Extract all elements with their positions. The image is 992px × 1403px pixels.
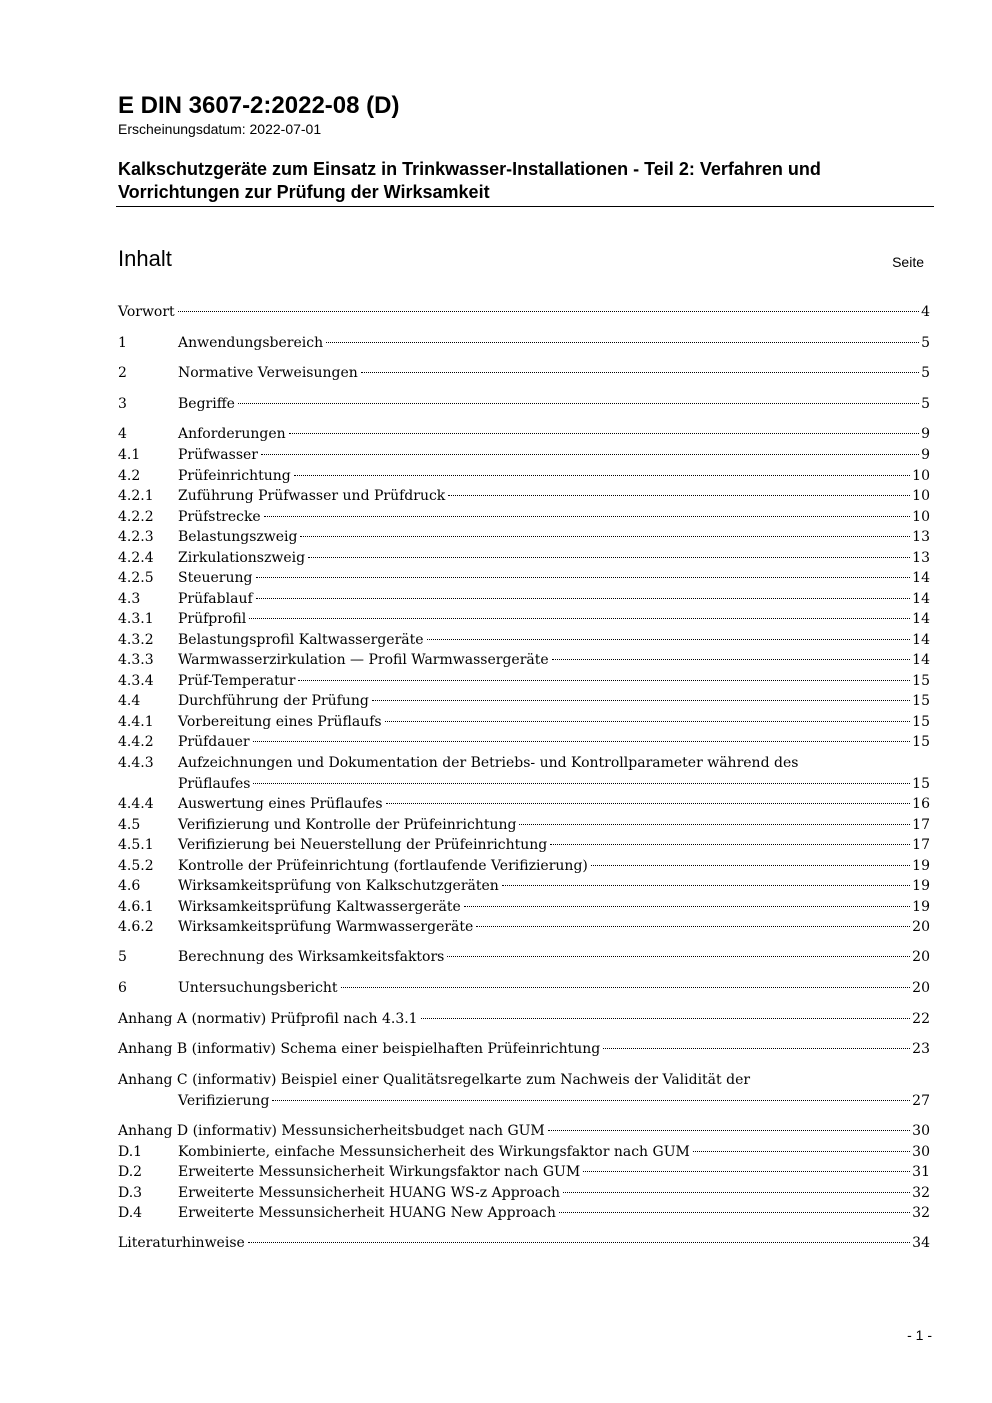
toc-entry[interactable] xyxy=(118,568,930,589)
toc-entry[interactable] xyxy=(118,630,930,651)
toc-entry-title: Vorwort xyxy=(118,304,175,320)
toc-dot-leader xyxy=(341,987,911,988)
toc-entry-title: Berechnung des Wirksamkeitsfaktors xyxy=(178,949,445,965)
toc-entry-page: 5 xyxy=(921,365,930,381)
toc-dot-leader xyxy=(427,639,911,640)
toc-entry[interactable] xyxy=(118,1203,930,1224)
toc-dot-leader xyxy=(448,495,910,496)
toc-entry[interactable] xyxy=(118,876,930,897)
toc-entry-number: 4.4.3 xyxy=(118,755,154,771)
toc-entry-title: Untersuchungsbericht xyxy=(178,980,338,996)
toc-entry-page: 30 xyxy=(912,1123,930,1139)
toc-entry-page: 9 xyxy=(921,447,930,463)
toc-heading: Inhalt xyxy=(118,246,172,271)
toc-dot-leader xyxy=(178,311,919,312)
toc-entry[interactable] xyxy=(118,671,930,692)
toc-entry-title: Prüfstrecke xyxy=(178,509,261,525)
toc-dot-leader xyxy=(298,680,910,681)
toc-entry-number: D.4 xyxy=(118,1205,143,1221)
toc-entry-title: Prüfprofil xyxy=(178,611,247,627)
toc-dot-leader xyxy=(249,618,910,619)
toc-entry-title: Erweiterte Messunsicherheit HUANG WS-z Approach xyxy=(178,1185,560,1201)
toc-entry-title: Anhang A (normativ) Prüfprofil nach 4.3.1 xyxy=(118,1011,418,1027)
toc-entry[interactable] xyxy=(118,691,930,712)
toc-entry[interactable] xyxy=(118,1121,930,1142)
toc-entry-title: Anwendungsbereich xyxy=(178,335,324,351)
toc-entry-page: 15 xyxy=(912,693,930,709)
toc-dot-leader xyxy=(550,844,910,845)
toc-entry[interactable] xyxy=(118,794,930,815)
toc-dot-leader xyxy=(385,721,911,722)
toc-entry[interactable] xyxy=(118,978,930,999)
toc-entry-page: 14 xyxy=(912,591,930,607)
toc-dot-leader xyxy=(294,475,910,476)
toc-entry-number: 4.6 xyxy=(118,878,141,894)
toc-dot-leader xyxy=(238,403,919,404)
toc-entry-title: Belastungsprofil Kaltwassergeräte xyxy=(178,632,424,648)
toc-entry-page: 20 xyxy=(912,949,930,965)
toc-dot-leader xyxy=(559,1212,910,1213)
toc-entry-page: 9 xyxy=(921,426,930,442)
toc-entry[interactable] xyxy=(118,424,930,445)
toc-entry[interactable] xyxy=(118,835,930,856)
toc-entry[interactable] xyxy=(118,947,930,968)
toc-dot-leader xyxy=(256,577,911,578)
toc-entry-title: Kombinierte, einfache Messunsicherheit des Wirkungsfaktor nach GUM xyxy=(178,1144,690,1160)
toc-entry-title: Zuführung Prüfwasser und Prüfdruck xyxy=(178,488,446,504)
toc-entry-title: Anforderungen xyxy=(178,426,286,442)
toc-entry-number: 4.5.2 xyxy=(118,858,154,874)
toc-entry-page: 14 xyxy=(912,632,930,648)
toc-entry[interactable] xyxy=(118,1009,930,1030)
toc-entry-title: Kontrolle der Prüfeinrichtung (fortlaufende Verifizierung) xyxy=(178,858,588,874)
toc-entry-title: Wirksamkeitsprüfung Kaltwassergeräte xyxy=(178,899,461,915)
toc-entry-page: 14 xyxy=(912,611,930,627)
toc-entry-title: Warmwasserzirkulation — Profil Warmwassergeräte xyxy=(178,652,549,668)
toc-entry-number: 4.6.1 xyxy=(118,899,154,915)
toc-entry-page: 13 xyxy=(912,529,930,545)
toc-entry-page: 15 xyxy=(912,775,930,792)
toc-entry-page: 32 xyxy=(912,1185,930,1201)
toc-entry-number: 4.2.4 xyxy=(118,550,154,566)
toc-entry-number: 4.4 xyxy=(118,693,141,709)
toc-entry-number: 4.2 xyxy=(118,468,141,484)
toc-entry-number: 2 xyxy=(118,365,127,381)
toc-dot-leader xyxy=(603,1048,910,1049)
toc-entry-page: 19 xyxy=(912,899,930,915)
toc-entry-page: 10 xyxy=(912,468,930,484)
publication-date: Erscheinungsdatum: 2022-07-01 xyxy=(118,121,322,137)
toc-dot-leader xyxy=(264,516,910,517)
toc-entry[interactable] xyxy=(118,753,930,794)
toc-entry-number: 4.3 xyxy=(118,591,141,607)
toc-entry-number: 4.4.1 xyxy=(118,714,154,730)
toc-entry-title-line: Aufzeichnungen und Dokumentation der Betriebs- und Kontrollparameter während des xyxy=(178,755,799,771)
toc-entry[interactable] xyxy=(118,486,930,507)
toc-entry-page: 14 xyxy=(912,652,930,668)
toc-entry-title: Prüf-Temperatur xyxy=(178,673,296,689)
toc-dot-leader xyxy=(386,803,911,804)
toc-dot-leader xyxy=(583,1171,910,1172)
toc-entry-number: D.1 xyxy=(118,1144,143,1160)
toc-entry-page: 23 xyxy=(912,1041,930,1057)
toc-entry-number: 4.6.2 xyxy=(118,919,154,935)
toc-dot-leader xyxy=(256,598,911,599)
toc-dot-leader xyxy=(447,956,910,957)
toc-entry[interactable] xyxy=(118,917,930,938)
toc-entry-page: 19 xyxy=(912,858,930,874)
toc-dot-leader xyxy=(693,1151,910,1152)
toc-dot-leader xyxy=(476,926,910,927)
toc-entry[interactable] xyxy=(118,1142,930,1163)
toc-entry-title: Verifizierung bei Neuerstellung der Prüfeinrichtung xyxy=(178,837,548,853)
toc-dot-leader xyxy=(308,557,910,558)
toc-entry-page: 19 xyxy=(912,878,930,894)
toc-entry-number: D.2 xyxy=(118,1164,143,1180)
toc-entry[interactable] xyxy=(118,548,930,569)
toc-entry-title: Vorbereitung eines Prüflaufs xyxy=(178,714,382,730)
toc-dot-leader xyxy=(253,741,911,742)
toc-entry-page: 10 xyxy=(912,488,930,504)
toc-entry-page: 22 xyxy=(912,1011,930,1027)
toc-entry-title: Prüfdauer xyxy=(178,734,250,750)
toc-entry-page: 34 xyxy=(912,1235,930,1251)
toc-entry-title: Durchführung der Prüfung xyxy=(178,693,369,709)
toc-dot-leader xyxy=(361,372,919,373)
toc-dot-leader xyxy=(519,824,910,825)
toc-entry-title: Wirksamkeitsprüfung Warmwassergeräte xyxy=(178,919,474,935)
toc-entry-page: 15 xyxy=(912,714,930,730)
toc-entry-number: 1 xyxy=(118,335,127,351)
toc-entry[interactable] xyxy=(118,1039,930,1060)
toc-entry[interactable] xyxy=(118,302,930,323)
toc-entry-title: Erweiterte Messunsicherheit Wirkungsfaktor nach GUM xyxy=(178,1164,581,1180)
toc-entry-title: Prüfeinrichtung xyxy=(178,468,291,484)
toc-entry-title: Prüflaufes xyxy=(178,775,251,792)
toc-entry-number: 4.3.4 xyxy=(118,673,154,689)
toc-dot-leader xyxy=(253,783,910,784)
toc-entry[interactable] xyxy=(118,527,930,548)
toc-entry[interactable] xyxy=(118,445,930,466)
toc-entry-title: Zirkulationszweig xyxy=(178,550,306,566)
toc-entry-number: 4.2.2 xyxy=(118,509,154,525)
toc-entry-page: 17 xyxy=(912,837,930,853)
toc-dot-leader xyxy=(464,906,910,907)
toc-entry-page: 4 xyxy=(921,304,930,320)
toc-entry[interactable] xyxy=(118,609,930,630)
toc-entry-title-line: Anhang C (informativ) Beispiel einer Qualitätsregelkarte zum Nachweis der Validität der xyxy=(118,1072,751,1088)
toc-entry[interactable] xyxy=(118,815,930,836)
toc-entry[interactable] xyxy=(118,732,930,753)
table-of-contents xyxy=(118,0,930,1403)
toc-entry-number: 4.2.5 xyxy=(118,570,154,586)
toc-dot-leader xyxy=(272,1100,910,1101)
toc-page-column-heading: Seite xyxy=(892,254,924,270)
toc-dot-leader xyxy=(591,865,910,866)
toc-dot-leader xyxy=(289,433,919,434)
toc-entry-page: 15 xyxy=(912,673,930,689)
toc-entry-number: 4.3.2 xyxy=(118,632,154,648)
toc-entry[interactable] xyxy=(118,1183,930,1204)
toc-entry-title: Verifizierung und Kontrolle der Prüfeinrichtung xyxy=(178,817,517,833)
toc-entry[interactable] xyxy=(118,1233,930,1254)
toc-entry-page: 30 xyxy=(912,1144,930,1160)
toc-entry-page: 5 xyxy=(921,335,930,351)
page-number: - 1 - xyxy=(907,1327,932,1343)
toc-entry-title: Anhang D (informativ) Messunsicherheitsbudget nach GUM xyxy=(118,1123,545,1139)
toc-entry[interactable] xyxy=(118,897,930,918)
toc-entry-number: 4.4.2 xyxy=(118,734,154,750)
toc-entry-title: Auswertung eines Prüflaufes xyxy=(178,796,383,812)
toc-entry[interactable] xyxy=(118,856,930,877)
toc-entry-page: 17 xyxy=(912,817,930,833)
toc-entry-title: Steuerung xyxy=(178,570,253,586)
toc-entry-page: 31 xyxy=(912,1164,930,1180)
toc-entry[interactable] xyxy=(118,394,930,415)
toc-dot-leader xyxy=(300,536,910,537)
toc-dot-leader xyxy=(563,1192,910,1193)
toc-entry[interactable] xyxy=(118,333,930,354)
toc-entry-title: Verifizierung xyxy=(178,1092,270,1109)
toc-entry-page: 16 xyxy=(912,796,930,812)
toc-entry-title: Begriffe xyxy=(178,396,235,412)
toc-entry-title: Belastungszweig xyxy=(178,529,298,545)
toc-entry-page: 10 xyxy=(912,509,930,525)
toc-entry-number: 5 xyxy=(118,949,127,965)
toc-entry-number: 4.5.1 xyxy=(118,837,154,853)
toc-entry[interactable] xyxy=(118,712,930,733)
toc-entry-number: 4.3.3 xyxy=(118,652,154,668)
document-title: Kalkschutzgeräte zum Einsatz in Trinkwasser-Installationen - Teil 2: Verfahren und Vorrichtungen zur Prüfung der Wirksamkeit xyxy=(118,159,821,202)
toc-entry[interactable] xyxy=(118,650,930,671)
toc-entry-number: 4.2.3 xyxy=(118,529,154,545)
toc-entry-title: Wirksamkeitsprüfung von Kalkschutzgeräten xyxy=(178,878,499,894)
toc-entry[interactable] xyxy=(118,507,930,528)
toc-entry-page: 20 xyxy=(912,980,930,996)
toc-entry-number: 4.5 xyxy=(118,817,141,833)
toc-entry-page: 13 xyxy=(912,550,930,566)
toc-entry-title: Prüfablauf xyxy=(178,591,253,607)
toc-entry[interactable] xyxy=(118,589,930,610)
toc-dot-leader xyxy=(421,1018,911,1019)
toc-entry-title: Prüfwasser xyxy=(178,447,258,463)
toc-entry-number: 4.4.4 xyxy=(118,796,154,812)
toc-entry-page: 14 xyxy=(912,570,930,586)
toc-entry-number: D.3 xyxy=(118,1185,143,1201)
toc-entry-page: 5 xyxy=(921,396,930,412)
toc-dot-leader xyxy=(502,885,910,886)
toc-dot-leader xyxy=(248,1242,910,1243)
toc-entry-number: 6 xyxy=(118,980,127,996)
toc-entry-number: 4 xyxy=(118,426,127,442)
toc-dot-leader xyxy=(326,342,919,343)
toc-entry-number: 4.1 xyxy=(118,447,141,463)
toc-dot-leader xyxy=(552,659,911,660)
toc-entry[interactable] xyxy=(118,1162,930,1183)
toc-entry[interactable] xyxy=(118,363,930,384)
toc-entry-page: 32 xyxy=(912,1205,930,1221)
toc-entry-number: 4.2.1 xyxy=(118,488,154,504)
toc-dot-leader xyxy=(548,1130,910,1131)
toc-entry[interactable] xyxy=(118,1070,930,1111)
toc-entry-title: Anhang B (informativ) Schema einer beispielhaften Prüfeinrichtung xyxy=(118,1041,601,1057)
toc-entry-number: 4.3.1 xyxy=(118,611,154,627)
toc-entry-title: Literaturhinweise xyxy=(118,1235,245,1251)
toc-entry-page: 15 xyxy=(912,734,930,750)
toc-entry-number: 3 xyxy=(118,396,127,412)
toc-dot-leader xyxy=(372,700,910,701)
toc-dot-leader xyxy=(261,454,919,455)
toc-entry-title: Normative Verweisungen xyxy=(178,365,358,381)
toc-entry-title: Erweiterte Messunsicherheit HUANG New Approach xyxy=(178,1205,556,1221)
toc-entry-page: 27 xyxy=(912,1092,930,1109)
toc-entry-page: 20 xyxy=(912,919,930,935)
document-id: E DIN 3607-2:2022-08 (D) xyxy=(118,92,400,119)
toc-entry[interactable] xyxy=(118,466,930,487)
